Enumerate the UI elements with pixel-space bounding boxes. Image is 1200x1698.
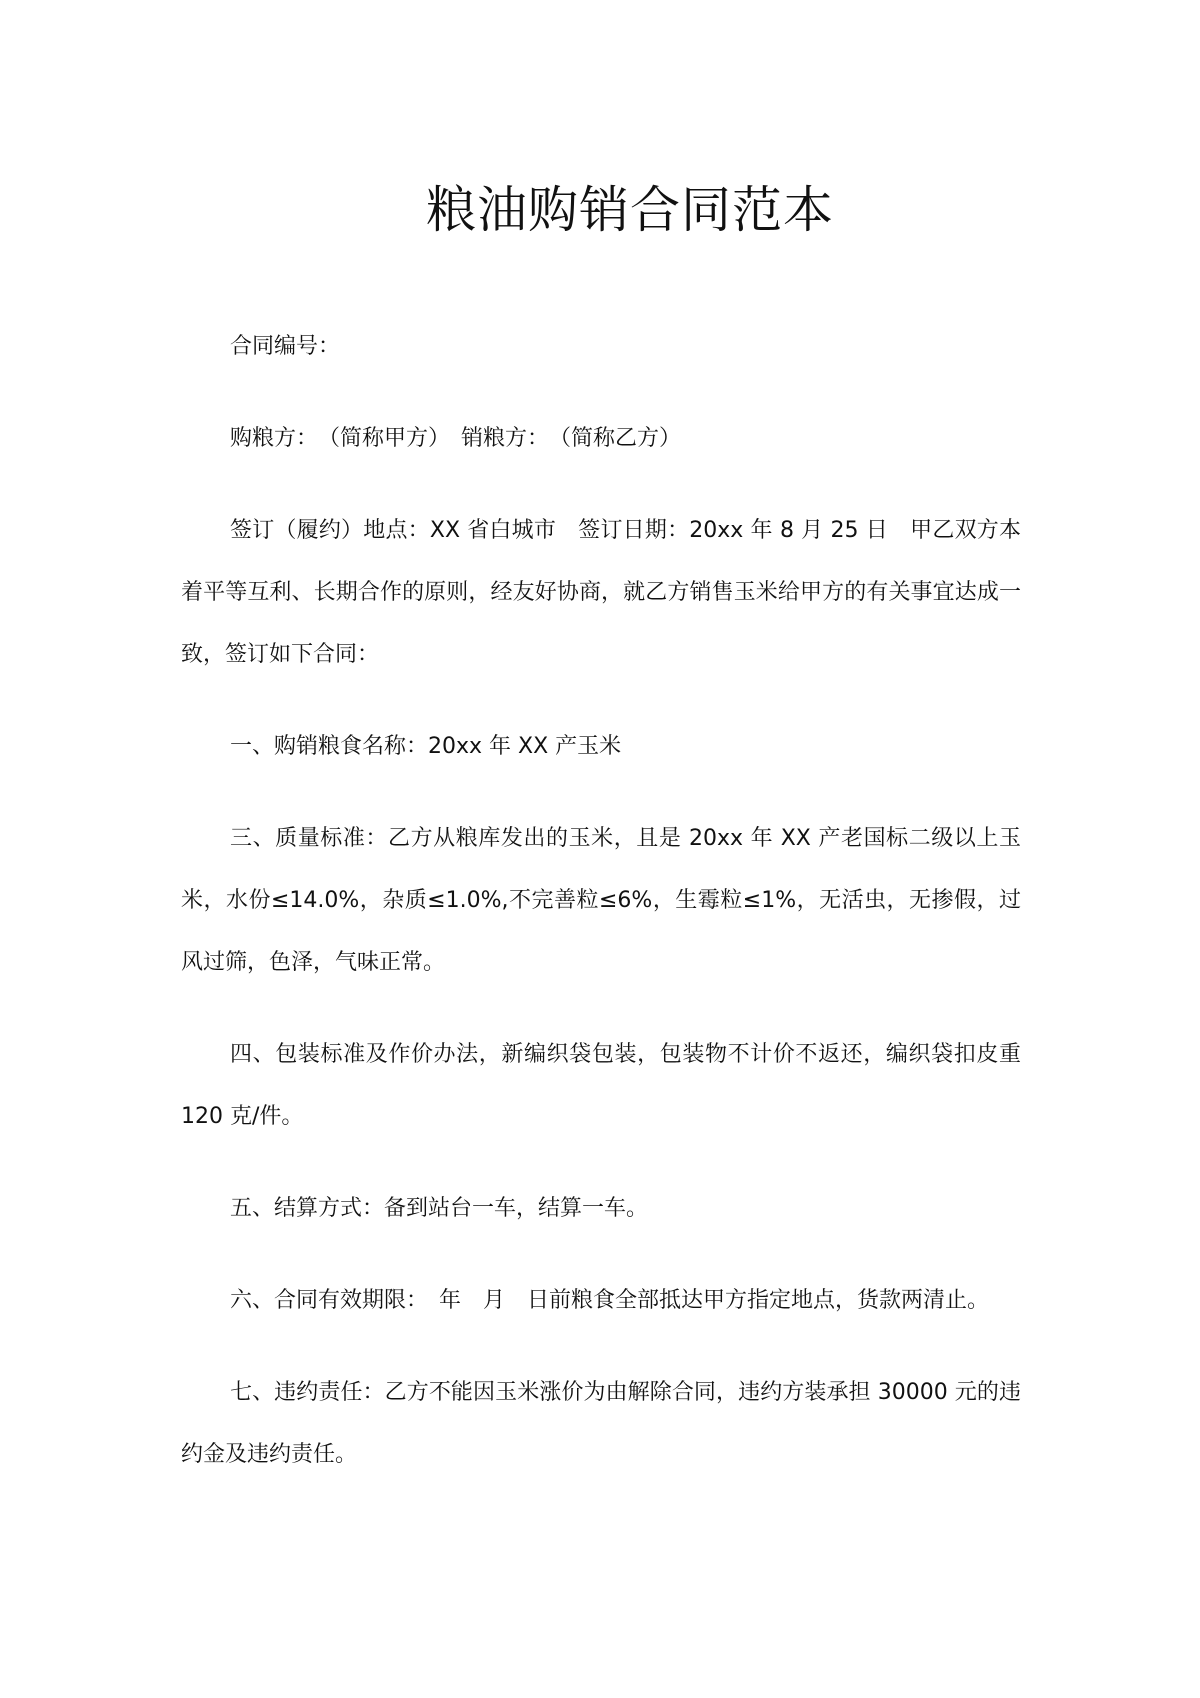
- clause-grain-name: 一、购销粮食名称：20xx 年 XX 产玉米: [230, 734, 622, 759]
- contract-number-line: 合同编号：: [230, 334, 341, 359]
- parties-line: 购粮方： （简称甲方） 销粮方： （简称乙方）: [230, 426, 682, 451]
- clause-quality-standard: 三、质量标准：乙方从粮库发出的玉米，且是 20xx 年 XX 产老国标二级以上玉米，水份≤14.0%，杂质≤1.0%,不完善粒≤6%，生霉粒≤1%，无活虫，无掺假，过风过筛，色泽，气味正常。: [181, 826, 1021, 975]
- document-title: 粮油购销合同范本: [426, 181, 834, 239]
- document-body: [181, 316, 1021, 1486]
- signing-info-paragraph: 签订（履约）地点：XX 省白城市 签订日期：20xx 年 8 月 25 日 甲乙双方本着平等互利、长期合作的原则，经友好协商，就乙方销售玉米给甲方的有关事宜达成一致，签订如下合同：: [181, 518, 1021, 667]
- clause-packaging: 四、包装标准及作价办法，新编织袋包装，包装物不计价不返还，编织袋扣皮重 120 克/件。: [181, 1042, 1021, 1129]
- clause-liability: 七、违约责任：乙方不能因玉米涨价为由解除合同，违约方装承担 30000 元的违约金及违约责任。: [181, 1380, 1021, 1467]
- clause-settlement: 五、结算方式：备到站台一车，结算一车。: [230, 1196, 649, 1221]
- clause-validity: 六、合同有效期限： 年 月 日前粮食全部抵达甲方指定地点，货款两清止。: [230, 1288, 990, 1313]
